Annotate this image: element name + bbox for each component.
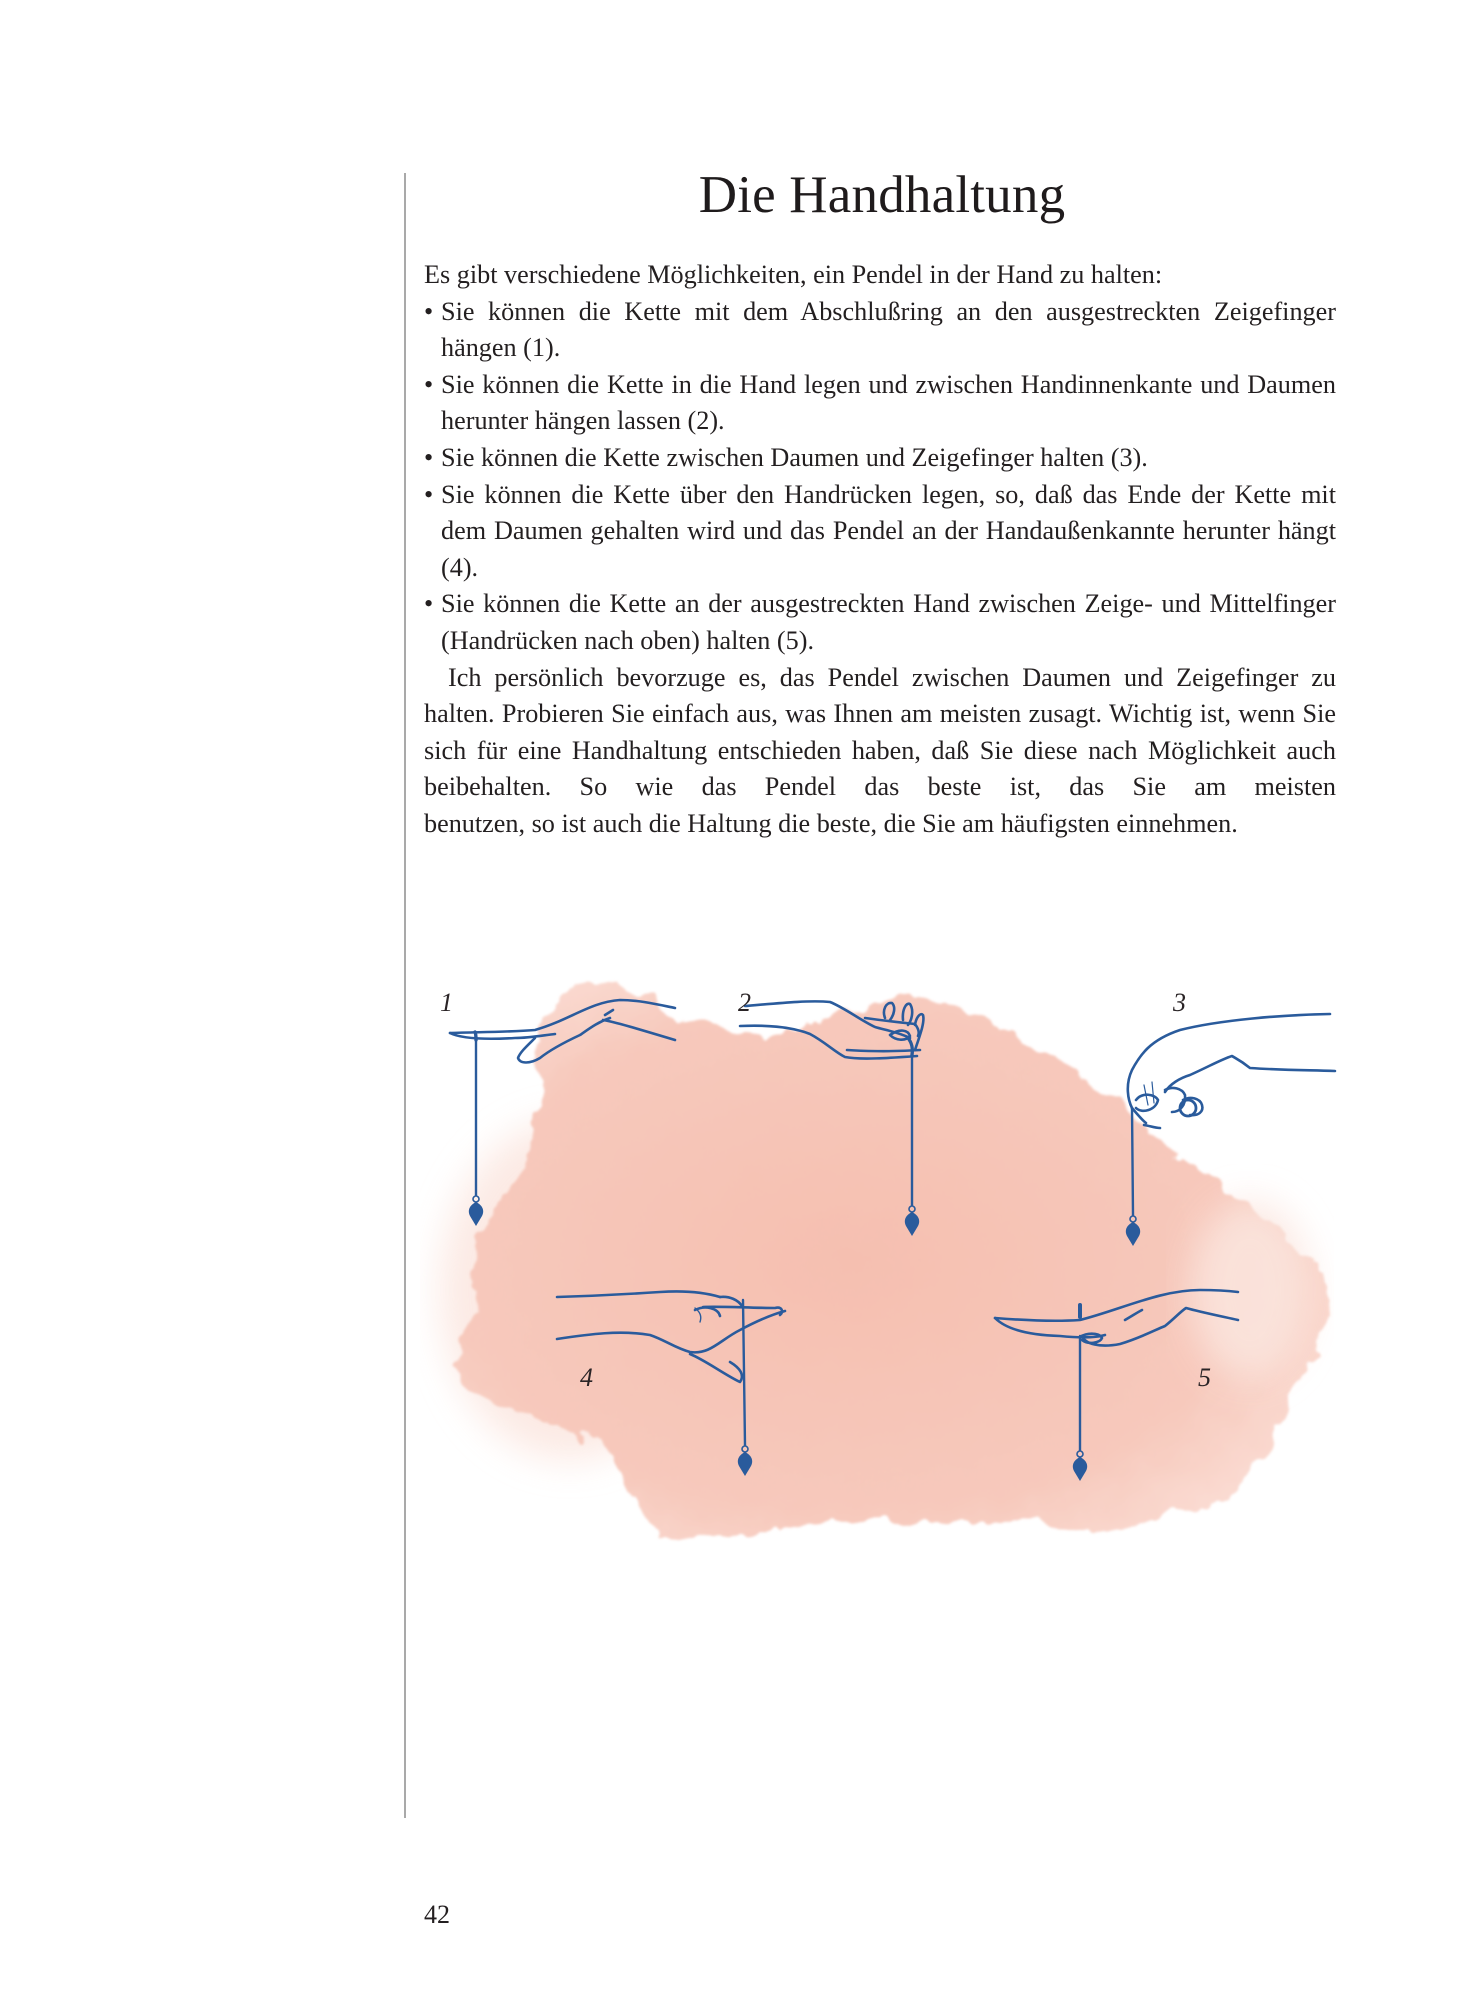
- figure-label-4: 4: [580, 1363, 593, 1392]
- page-number: 42: [424, 1900, 450, 1929]
- list-item: [424, 586, 1336, 659]
- intro-sentence: Es gibt verschiedene Möglichkeiten, ein Pendel in der Hand zu halten:: [424, 260, 1163, 289]
- bullet-icon: •: [424, 479, 434, 509]
- figure-label-2: 2: [738, 988, 751, 1017]
- closing-paragraph-text: Ich persönlich bevorzuge es, das Pendel zwischen Daumen und Zeigefinger zu halten. Probieren Sie einfach aus, was Ihnen am meisten zusagt. Wichtig ist, wenn Sie sich für eine Handhaltung entschieden haben, daß Sie diese nach Möglichkeit auch beibehalten. So wie das Pendel das beste ist, das Sie am meisten: [424, 662, 1336, 802]
- list-item: [424, 294, 1336, 367]
- closing-paragraph: [424, 660, 1336, 843]
- list-item-text: Sie können die Kette mit dem Abschlußring an den ausgestreckten Zeigefinger hängen (1).: [441, 296, 1336, 363]
- bullet-icon: •: [424, 442, 434, 472]
- page-title: Die Handhaltung: [698, 166, 1066, 224]
- list-item-text: Sie können die Kette an der ausgestreckten Hand zwischen Zeige- und Mittelfinger (Handrücken nach oben) halten (5).: [441, 589, 1336, 655]
- hand-posture-illustration: [420, 960, 1360, 1580]
- posture-list: [424, 294, 1336, 660]
- bullet-icon: •: [424, 369, 434, 399]
- list-item-text: Sie können die Kette über den Handrücken legen, so, daß das Ende der Kette mit dem Daumen gehalten wird und das Pendel an der Handaußenkannte herunter hängt (4).: [441, 479, 1336, 582]
- bullet-icon: •: [424, 589, 434, 619]
- figure-label-1: 1: [440, 988, 453, 1017]
- figure-label-5: 5: [1198, 1363, 1211, 1392]
- body-text: [424, 257, 1336, 843]
- figure-label-3: 3: [1173, 988, 1186, 1017]
- list-item: [424, 440, 1336, 477]
- list-item-text: Sie können die Kette zwischen Daumen und Zeigefinger halten (3).: [441, 442, 1148, 472]
- list-item-text: Sie können die Kette in die Hand legen und zwischen Handinnenkante und Daumen herunter hängen lassen (2).: [441, 369, 1336, 436]
- watercolor-illustration: [420, 960, 1360, 1580]
- list-item: [424, 477, 1336, 587]
- closing-paragraph-last-line: benutzen, so ist auch die Haltung die beste, die Sie am häufigsten einnehmen.: [424, 808, 1238, 838]
- margin-rule: [404, 173, 406, 1818]
- list-item: [424, 367, 1336, 440]
- bullet-icon: •: [424, 296, 434, 326]
